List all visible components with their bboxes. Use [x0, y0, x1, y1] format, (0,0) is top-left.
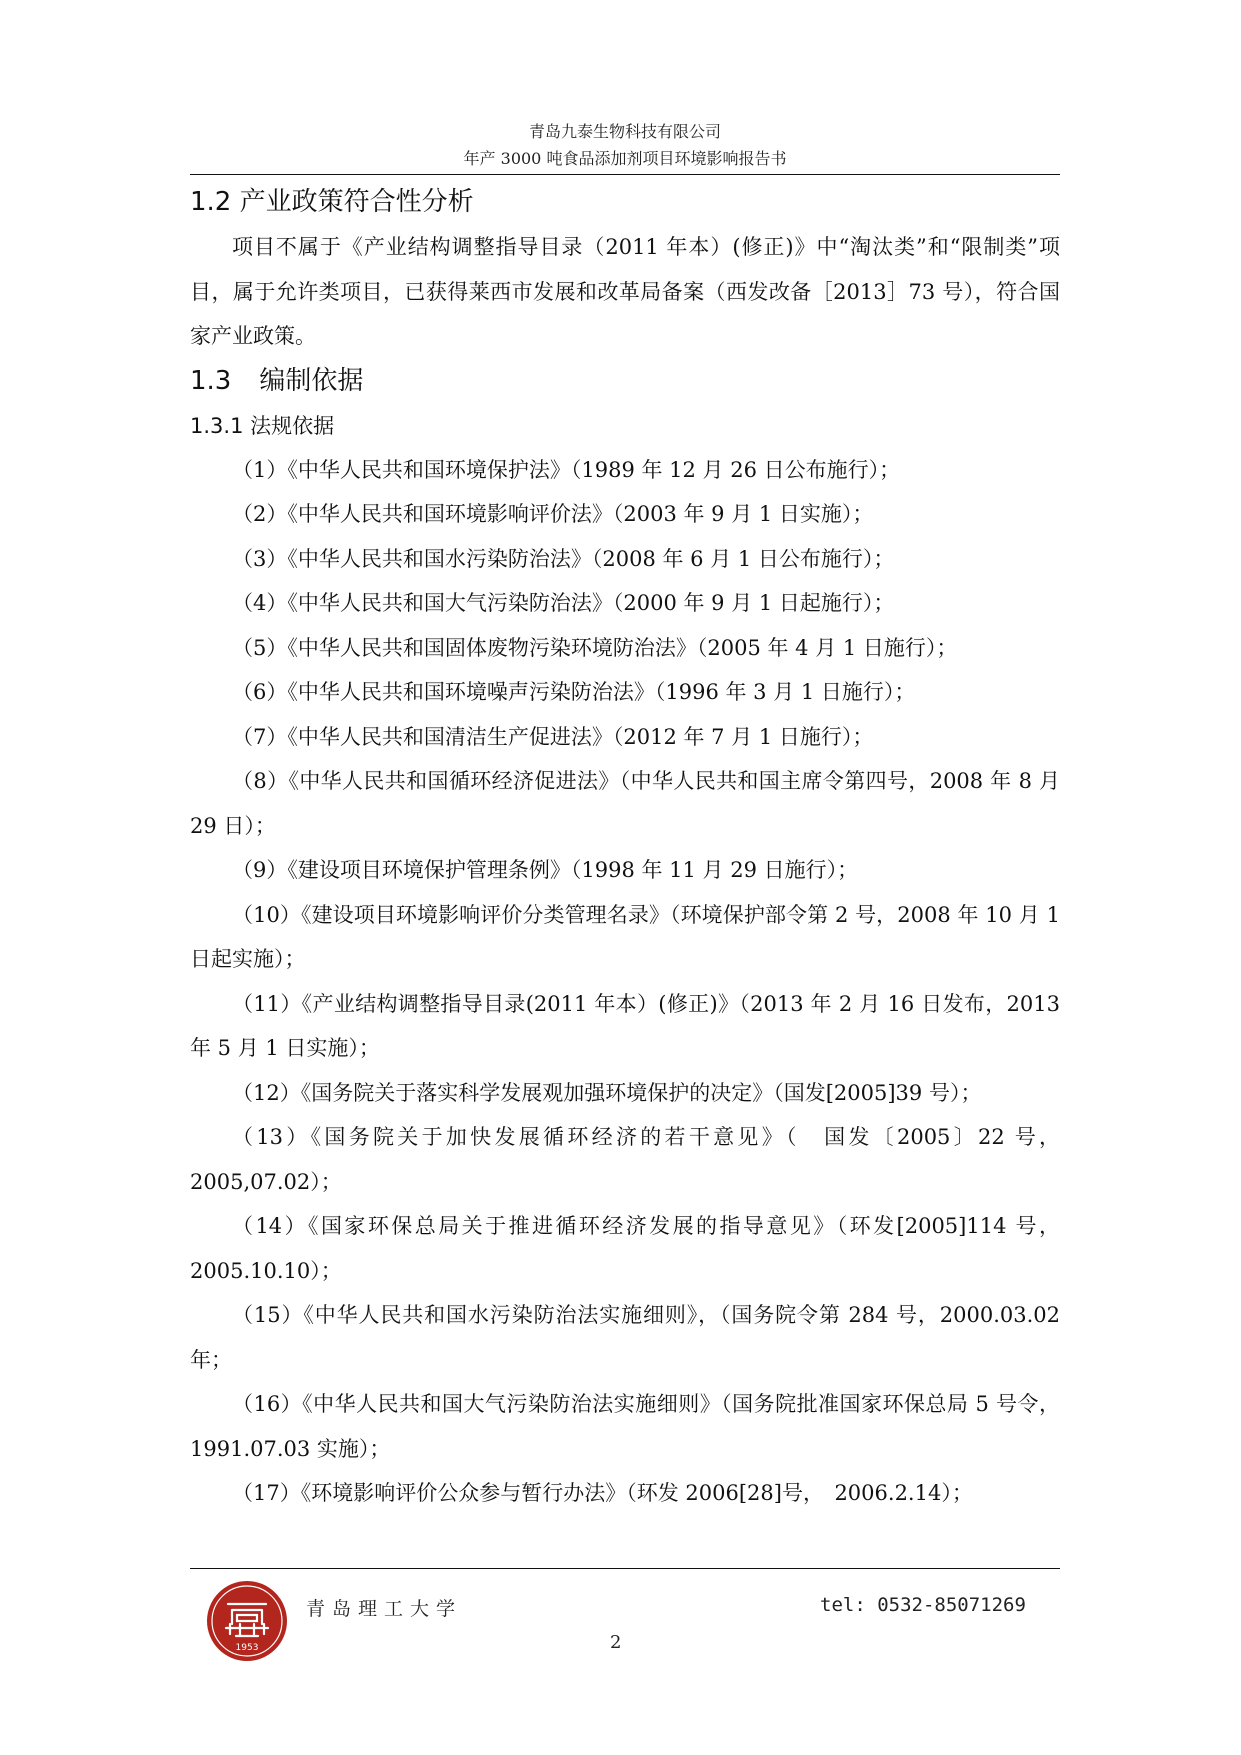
- footer-divider: [190, 1568, 1060, 1569]
- header-divider: [190, 174, 1060, 175]
- section-1-3-number: 1.3: [190, 365, 232, 396]
- section-1-3-title: 编制依据: [259, 365, 364, 396]
- regulation-item-14: （14）《国家环保总局关于推进循环经济发展的指导意见》（环发[2005]114 号，2005.10.10）；: [190, 1214, 1060, 1283]
- regulation-item-15: （15）《中华人民共和国水污染防治法实施细则》，（国务院令第 284 号，2000.03.02 年；: [190, 1303, 1060, 1372]
- header-company: 青岛九泰生物科技有限公司: [528, 122, 721, 141]
- footer-telephone: tel: 0532-85071269: [820, 1594, 1026, 1616]
- section-1-2-heading: 1.2 产业政策符合性分析: [190, 187, 474, 217]
- regulation-item-17: （17）《环境影响评价公众参与暂行办法》（环发 2006[28]号， 2006.2.14）；: [232, 1481, 973, 1505]
- regulation-item-1: （1）《中华人民共和国环境保护法》（1989 年 12 月 26 日公布施行）；: [232, 457, 901, 482]
- regulation-item-10: （10）《建设项目环境影响评价分类管理名录》（环境保护部令第 2 号，2008 年 10 月 1 日起实施）；: [190, 902, 1060, 971]
- regulation-item-9: （9）《建设项目环境保护管理条例》（1998 年 11 月 29 日施行）；: [232, 858, 859, 882]
- header-report-title: 年产 3000 吨食品添加剂项目环境影响报告书: [463, 149, 787, 168]
- seal-year: 1953: [235, 1643, 259, 1653]
- page-number: 2: [610, 1632, 622, 1653]
- regulation-item-5: （5）《中华人民共和国固体废物污染环境防治法》（2005 年 4 月 1 日施行）；: [232, 635, 958, 660]
- regulation-item-16: （16）《中华人民共和国大气污染防治法实施细则》（国务院批准国家环保总局 5 号令，1991.07.03 实施）；: [190, 1392, 1060, 1461]
- regulation-item-13: （13）《国务院关于加快发展循环经济的若干意见》（ 国发〔2005〕22 号，2005,07.02）；: [190, 1125, 1060, 1194]
- regulation-item-6: （6）《中华人民共和国环境噪声污染防治法》（1996 年 3 月 1 日施行）；: [232, 680, 916, 704]
- regulation-item-4: （4）《中华人民共和国大气污染防治法》（2000 年 9 月 1 日起施行）；: [232, 591, 895, 615]
- regulation-item-7: （7）《中华人民共和国清洁生产促进法》（2012 年 7 月 1 日施行）；: [232, 724, 874, 749]
- section-1-3-heading: [190, 359, 1060, 404]
- section-1-3-1-heading: 1.3.1 法规依据: [190, 413, 335, 438]
- page-content: [190, 180, 1060, 1516]
- university-seal-icon: [206, 1580, 288, 1662]
- regulation-item-12: （12）《国务院关于落实科学发展观加强环境保护的决定》（国发[2005]39 号）；: [232, 1080, 982, 1105]
- page-header: [190, 118, 1060, 172]
- regulation-item-8: （8）《中华人民共和国循环经济促进法》（中华人民共和国主席令第四号，2008 年 8 月 29 日）；: [190, 769, 1060, 838]
- regulation-item-11: （11）《产业结构调整指导目录(2011 年本）(修正)》（2013 年 2 月 16 日发布，2013 年 5 月 1 日实施）；: [190, 991, 1060, 1060]
- footer-university: 青岛理工大学: [306, 1598, 463, 1620]
- section-1-2-paragraph: 项目不属于《产业结构调整指导目录（2011 年本）(修正)》中“淘汰类”和“限制类”项目，属于允许类项目，已获得莱西市发展和改革局备案（西发改备［2013］73 号），符合国家产业政策。: [190, 235, 1060, 348]
- regulation-item-3: （3）《中华人民共和国水污染防治法》（2008 年 6 月 1 日公布施行）；: [232, 546, 895, 571]
- regulation-item-2: （2）《中华人民共和国环境影响评价法》（2003 年 9 月 1 日实施）；: [232, 502, 874, 526]
